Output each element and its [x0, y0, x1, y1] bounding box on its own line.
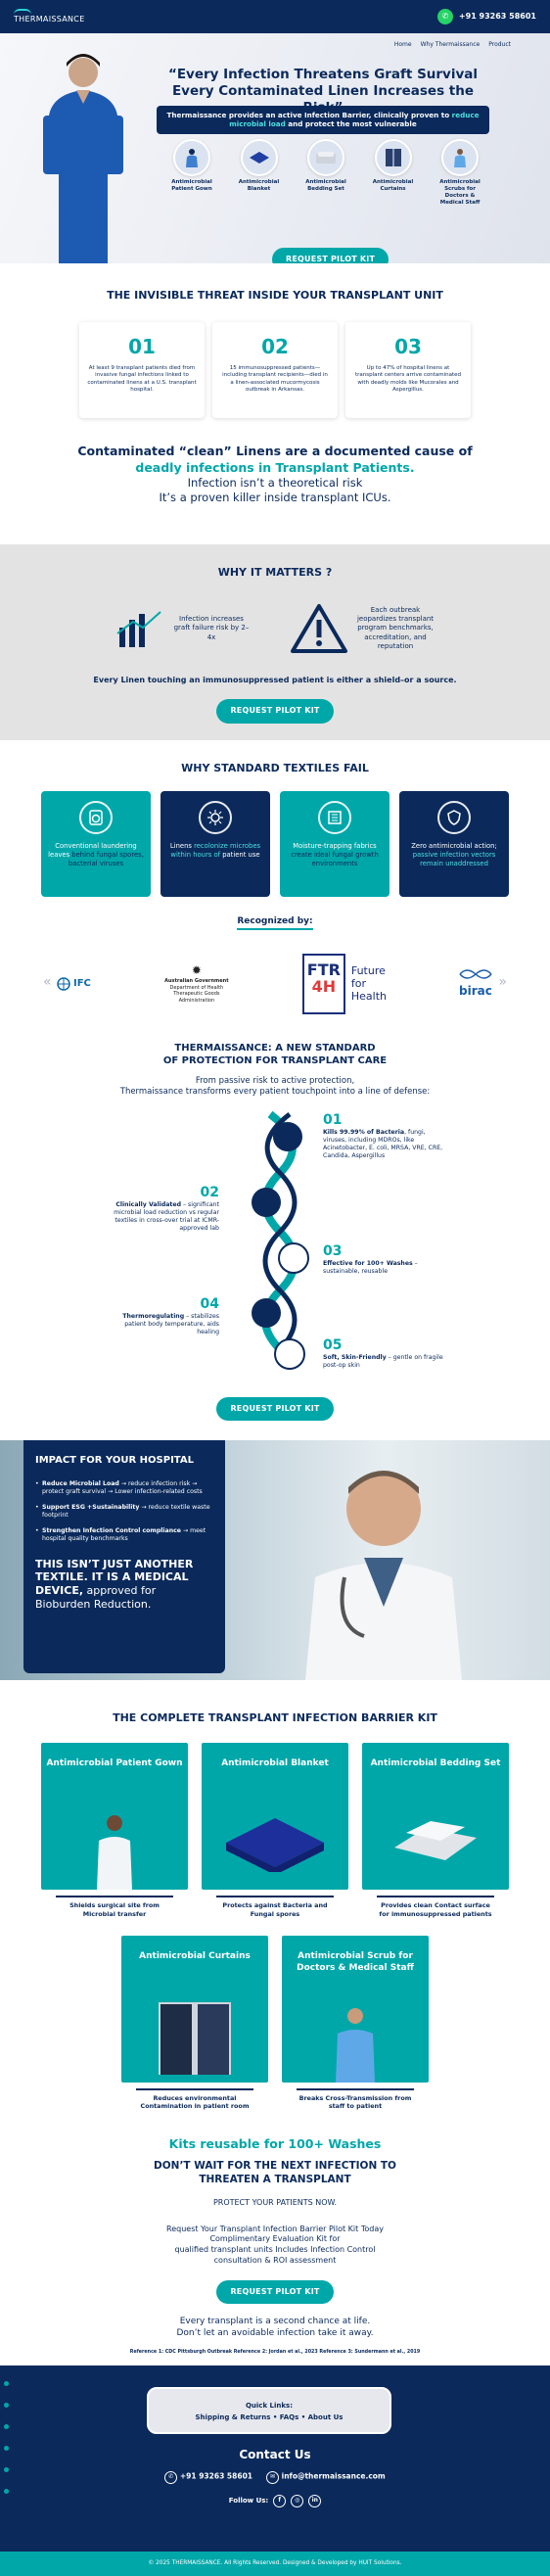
hero-icon-bedding[interactable]: Antimicrobial Bedding Set — [298, 139, 353, 208]
why-item-graft-risk: Infection increases graft failure risk by 2–4x — [115, 603, 251, 654]
email-icon: ✉ — [266, 2471, 279, 2484]
nav-product[interactable]: Product — [488, 41, 511, 48]
warning-icon — [290, 603, 348, 654]
australian-government-logo: ✹ Australian Government Department of Health Therapeutic Goods Administration — [164, 962, 229, 1004]
why-bottom-statement: Every Linen touching an immunosuppressed patient is either a shield–or a source. — [93, 675, 457, 684]
fail-tile: Moisture-trapping fabrics create ideal fungal growth environments — [280, 791, 390, 897]
header-phone[interactable]: ✆ +91 93263 58601 — [437, 9, 536, 24]
top-bar — [0, 0, 550, 33]
benefit-item: 02 Clinically Validated – significant microbial load reduction vs regular textiles in cross-over trial at ICMR-approved lab — [114, 1184, 219, 1233]
hero-request-pilot-kit-button[interactable]: REQUEST PILOT KIT — [272, 248, 389, 263]
reusable-washes-text: Kits reusable for 100+ Washes — [168, 2135, 382, 2151]
main-nav — [394, 41, 511, 49]
hero-icon-blanket[interactable]: Antimicrobial Blanket — [232, 139, 287, 208]
ftr4h-logo: FTR 4H Future for Health — [302, 954, 387, 1014]
copyright-bar: © 2025 THERMAISSANCE. All Rights Reserved. Designed & Developed by HUIT Solutions. — [0, 2552, 550, 2576]
dna-helix-graphic — [241, 1109, 319, 1374]
kit-card-gown[interactable]: Antimicrobial Patient Gown Shields surgical site from Microbial transfer — [41, 1743, 188, 1918]
why-it-matters-section — [0, 544, 550, 740]
hero-subtitle-band: Thermaissance provides an active Infection Barrier, clinically proven to reduce microbial load and protect the most vulnerable — [157, 106, 489, 134]
impact-item: • Reduce Microbial Load → reduce infection risk → protect graft survival → Lower infection-related costs — [35, 1480, 213, 1496]
whatsapp-icon: ✆ — [437, 9, 453, 24]
instagram-icon[interactable]: ◎ — [291, 2495, 303, 2507]
medical-device-statement: THIS ISN’T JUST ANOTHER TEXTILE. IT IS A MEDICAL DEVICE, approved for Bioburden Reduction. — [35, 1557, 194, 1611]
curtains-image — [159, 2002, 231, 2075]
footer: Quick Links: Shipping & Returns • FAQs • About Us Contact Us ✆ +91 93263 58601 ✉ info@thermaissance.com Follow Us: f ◎ in — [0, 2365, 550, 2552]
patient-gown-image — [85, 1811, 144, 1890]
hero-title: “Every Infection Threatens Graft Survival Every Contaminated Linen Increases the — [167, 67, 479, 99]
references: Reference 1: CDC Pittsburgh Outbreak Reference 2: Jordan et al., 2023 Reference 3: Sundermann et al., 2019 — [129, 2349, 421, 2355]
fail-tile: Linens recolonize microbes within hours of patient use — [160, 791, 270, 897]
impact-title: IMPACT FOR YOUR HOSPITAL — [35, 1455, 194, 1467]
fail-tile: Conventional laundering leaves behind fungal spores, bacterial viruses — [41, 791, 151, 897]
nav-why-thermaissance[interactable]: Why Thermaissance — [420, 41, 481, 48]
why-request-pilot-kit-button[interactable]: REQUEST PILOT KIT — [216, 699, 333, 723]
shield-off-icon — [437, 801, 471, 834]
hero-nurse-image — [29, 47, 137, 263]
logo[interactable]: THERMAISSANCE — [14, 9, 85, 24]
threat-title: THE INVISIBLE THREAT INSIDE YOUR TRANSPLANT UNIT — [107, 289, 443, 302]
contamination-statement: Contaminated “clean” Linens are a documented cause of deadly infections in Transplant Patients. Infection isn’t a theoretical risk It’s a proven killer inside transplant ICUs. — [77, 444, 473, 504]
contact-heading: Contact Us — [239, 2447, 311, 2461]
hero-icon-gown[interactable]: Antimicrobial Patient Gown — [164, 139, 219, 208]
new-standard-section: THERMAISSANCE: A NEW STANDARD OF PROTECTION FOR TRANSPLANT CARE From passive risk to active protection, Thermaissance transforms every patient touchpoint into a line of defense: — [0, 1042, 550, 1098]
blanket-image — [221, 1803, 329, 1872]
threat-card: 01 At least 9 transplant patients died from invasive fungal infections linked to contaminated linens at a U.S. transplant hospital. — [79, 322, 205, 418]
bedding-set-image — [387, 1803, 484, 1872]
kit-title: THE COMPLETE TRANSPLANT INFECTION BARRIER KIT — [113, 1711, 437, 1725]
std-title: WHY STANDARD TEXTILES FAIL — [181, 761, 369, 774]
benefit-item: 04 Thermoregulating – stabilizes patient body temperature, aids healing — [122, 1295, 219, 1336]
footer-email[interactable]: ✉ info@thermaissance.com — [266, 2471, 386, 2484]
recognized-by-label: Recognized by: — [0, 916, 550, 928]
invisible-threat-section — [0, 263, 550, 515]
benefit-item: 03 Effective for 100+ Washes – sustainable, reusable — [323, 1242, 418, 1275]
benefits-request-pilot-kit-button[interactable]: REQUEST PILOT KIT — [216, 1397, 333, 1421]
threat-card: 02 15 immunosuppressed patients—including transplant recipients—died in a linen-associated mucormycosis outbreak in Arkansas. — [212, 322, 338, 418]
linkedin-icon[interactable]: in — [308, 2495, 321, 2507]
nav-home[interactable]: Home — [393, 41, 412, 48]
facebook-icon[interactable]: f — [273, 2495, 286, 2507]
kit-card-blanket[interactable]: Antimicrobial Blanket Protects against Bacteria and Fungal spores — [202, 1743, 348, 1918]
fabric-icon — [318, 801, 351, 834]
why-title: WHY IT MATTERS ? — [217, 565, 333, 579]
recognition-logos — [0, 950, 550, 1018]
hero-icon-curtains[interactable]: Antimicrobial Curtains — [366, 139, 421, 208]
kit-section — [0, 1711, 550, 2111]
impact-panel — [23, 1440, 225, 1673]
impact-item: • Strengthen Infection Control compliance → meet hospital quality benchmarks — [35, 1527, 213, 1543]
kit-card-scrubs[interactable]: Antimicrobial Scrub for Doctors & Medical Staff Breaks Cross-Transmission from staff to patient — [282, 1936, 429, 2111]
kit-card-bedding[interactable]: Antimicrobial Bedding Set Provides clean Contact surface for immunosuppressed patients — [362, 1743, 509, 1918]
standard-textiles-section — [0, 740, 550, 1018]
doctor-photo — [227, 1440, 550, 1680]
bar-chart-icon — [115, 608, 164, 649]
quick-links[interactable]: Shipping & Returns • FAQs • About Us — [195, 2412, 344, 2421]
carousel-prev-icon[interactable]: « — [43, 973, 52, 990]
benefit-item: 05 Soft, Skin-Friendly – gentle on fragile post-op skin — [323, 1336, 443, 1369]
final-request-pilot-kit-button[interactable]: REQUEST PILOT KIT — [216, 2280, 333, 2304]
impact-section — [0, 1440, 550, 1680]
carousel-next-icon[interactable]: » — [498, 973, 507, 990]
scrubs-image — [326, 2004, 385, 2083]
hero-section — [0, 33, 550, 263]
footer-phone[interactable]: ✆ +91 93263 58601 — [164, 2471, 252, 2484]
new-standard-title: THERMAISSANCE: A NEW STANDARD — [174, 1042, 376, 1054]
quick-links-box: Quick Links: Shipping & Returns • FAQs • About Us — [147, 2387, 391, 2434]
birac-logo: birac — [458, 968, 493, 1000]
laundry-icon — [79, 801, 113, 834]
benefit-item: 01 Kills 99.99% of Bacteria, fungi, viruses, including MDROs, like Acinetobacter, E. coli, MRSA, VRE, CRE, Candida, Aspergillus — [323, 1111, 443, 1160]
microbe-icon — [199, 801, 232, 834]
hero-product-icons — [164, 139, 487, 208]
hero-icon-scrubs[interactable]: Antimicrobial Scrubs for Doctors & Medical Staff — [433, 139, 487, 208]
ifc-logo: IFC — [57, 977, 91, 991]
benefits-helix — [0, 1103, 550, 1397]
final-cta-section: Kits reusable for 100+ Washes DON’T WAIT FOR THE NEXT INFECTION TO THREATEN A TRANSPLANT PROTECT YOUR PATIENTS NOW. Request Your Transplant Infection Barrier Pilot Kit Today Complimentary Evaluation Kit for qualified transplant units Includes Infection Control consultation & ROI assessment REQUEST PILOT KIT Every transplant is a second chance at life. Don’t let an avoidable infection take it away. Reference 1: CDC Pittsburgh Outbreak Reference 2: Jordan et al., 2023 Reference 3: Sundermann et al., 2019 — [0, 2136, 550, 2356]
why-item-outbreak: Each outbreak jeopardizes transplant program benchmarks, accreditation, and reputation — [290, 603, 435, 654]
kit-card-curtains[interactable]: Antimicrobial Curtains Reduces environmental Contamination in patient room — [121, 1936, 268, 2111]
threat-card: 03 Up to 47% of hospital linens at transplant centers arrive contaminated with deadly molds like Mucorales and Aspergillus. — [345, 322, 471, 418]
fail-tile: Zero antimicrobial action; passive infection vectors remain unaddressed — [399, 791, 509, 897]
phone-icon: ✆ — [164, 2471, 177, 2484]
impact-item: • Support ESG +Sustainability → reduce textile waste footprint — [35, 1504, 213, 1520]
